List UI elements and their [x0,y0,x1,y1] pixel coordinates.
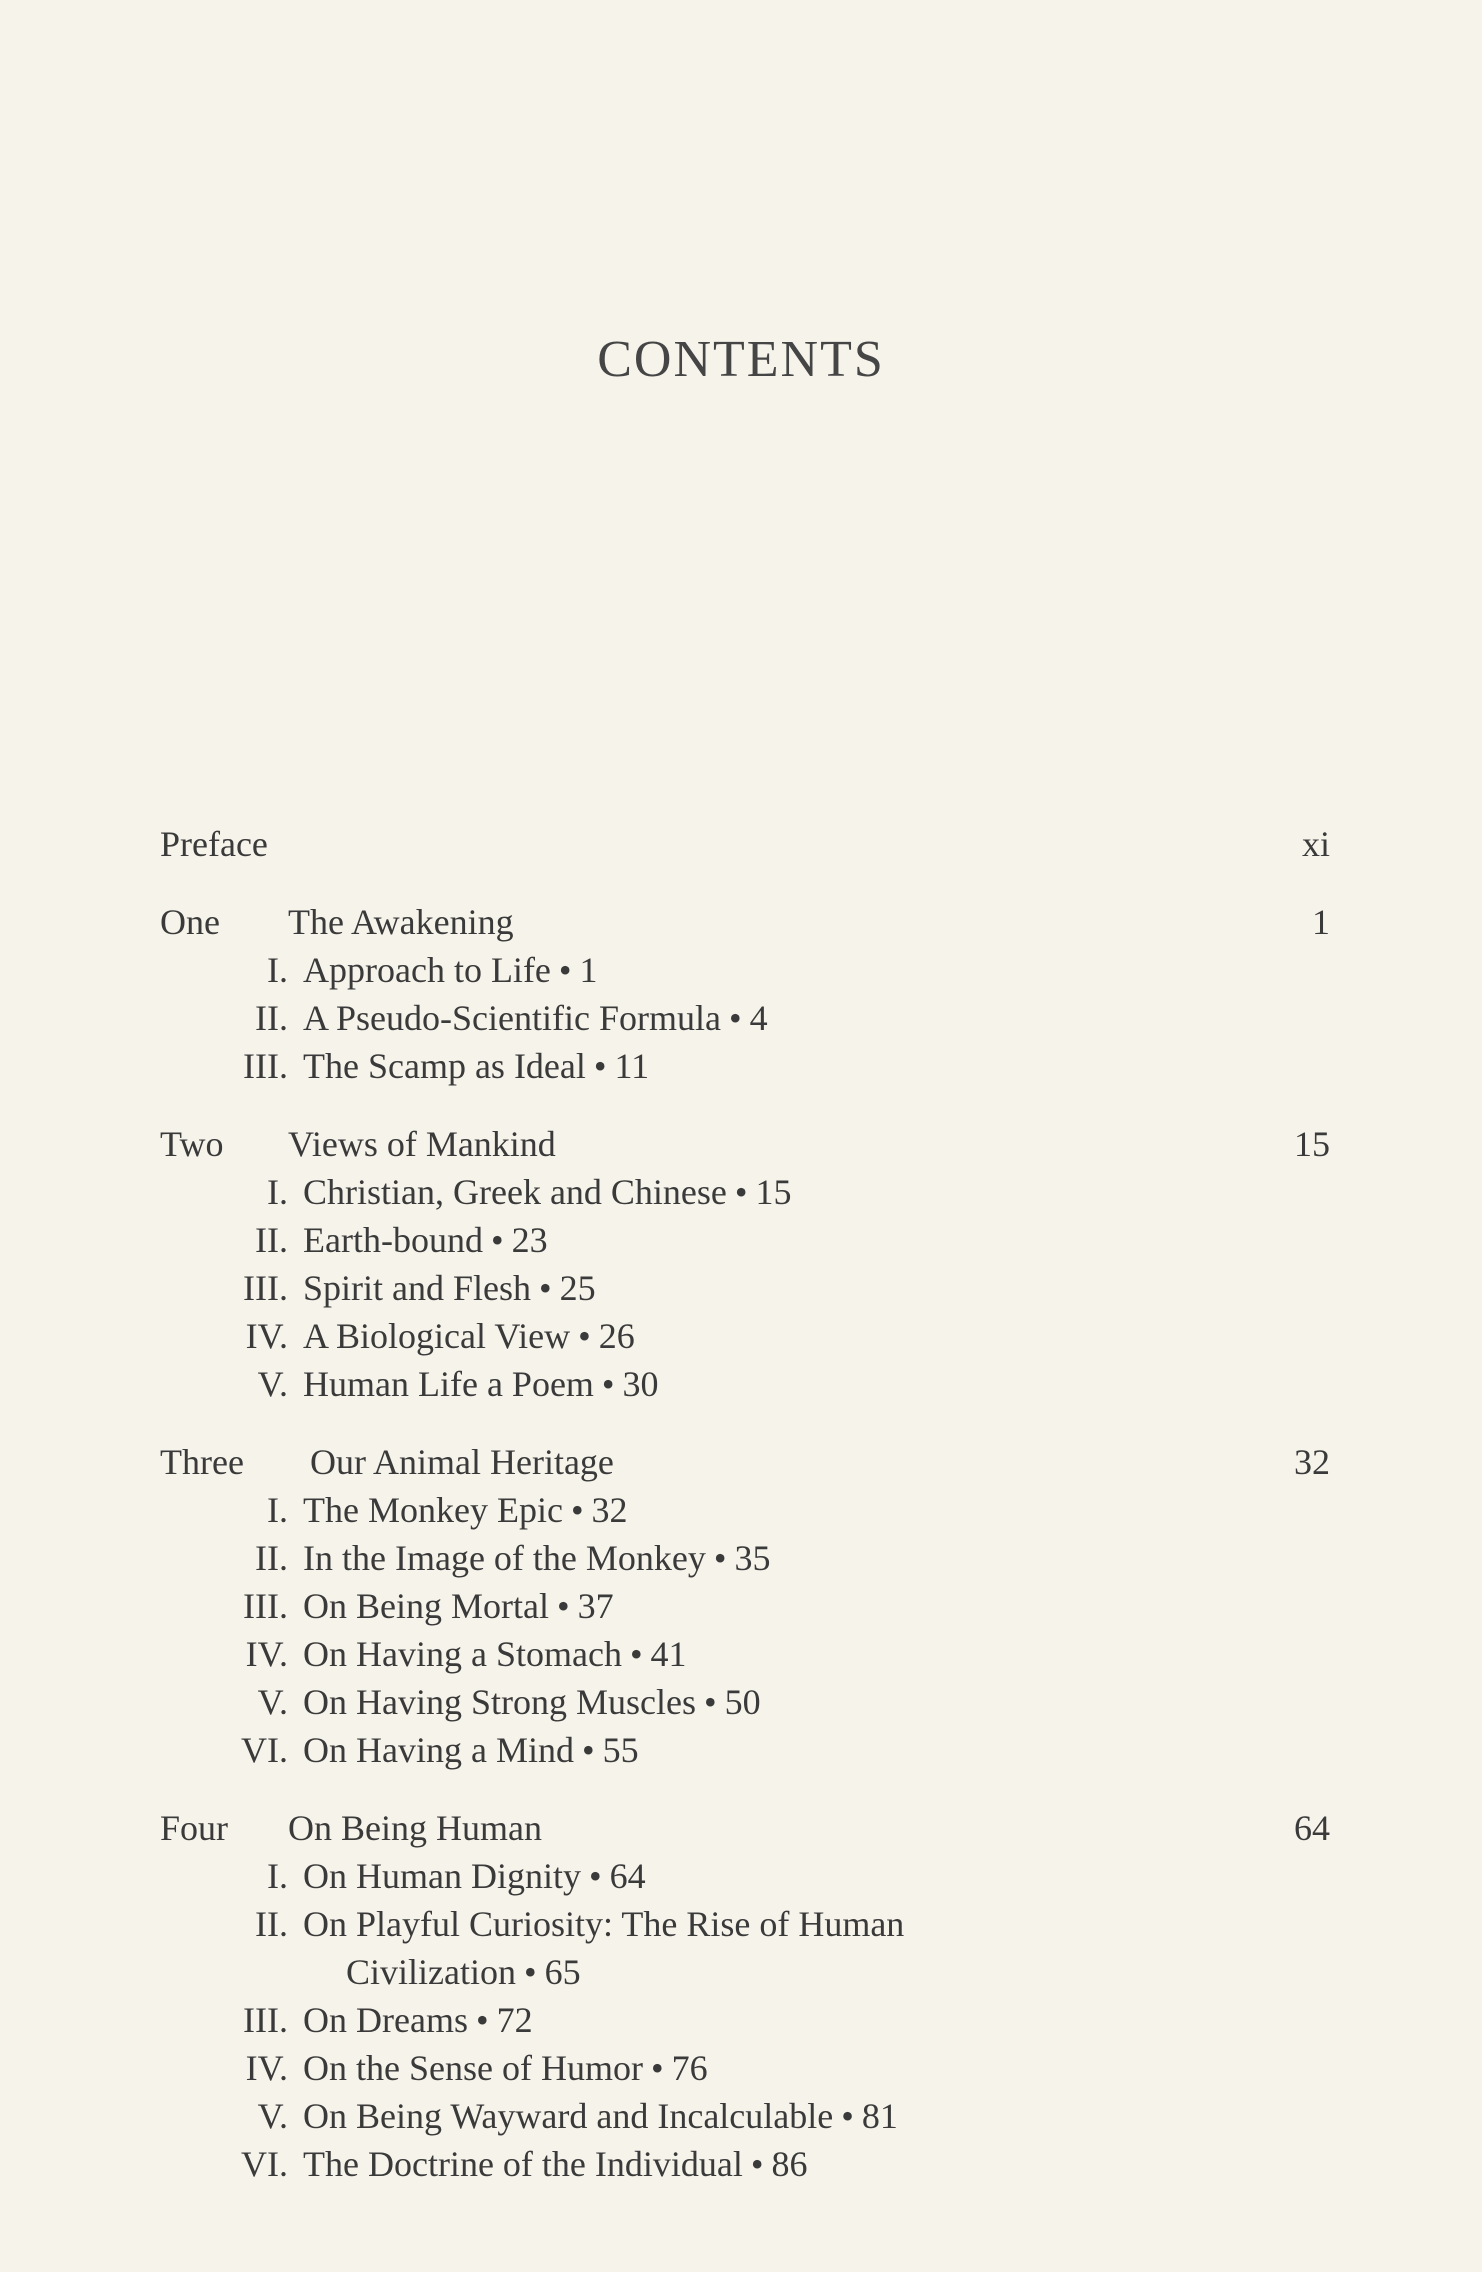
section-entry [160,1900,1330,1948]
section-title: On Human Dignity [303,1856,581,1896]
section-number: IV. [245,1634,288,1674]
section-title: In the Image of the Monkey [303,1538,706,1578]
section-page: 11 [614,1046,650,1086]
section-entry [160,2140,1330,2188]
section-title: The Monkey Epic [303,1490,563,1530]
chapter-number: Four [160,1808,229,1848]
section-page: 64 [609,1856,646,1896]
section-title-line [346,1948,581,1996]
section-entry [160,2044,1330,2092]
section-number: II. [255,1904,288,1944]
section-page: 76 [671,2048,708,2088]
section-entry [160,1216,1330,1264]
section-title: On Dreams [303,2000,468,2040]
section-number: VI. [241,1730,288,1770]
section-title: Earth-bound [303,1220,483,1260]
section-entry [160,1534,1330,1582]
section-title-line [303,1360,659,1408]
section-title-line [303,2092,898,2140]
bullet-separator: • [578,1316,591,1356]
section-page: 26 [598,1316,635,1356]
section-page: 65 [544,1952,581,1992]
section-title-line [303,1900,904,1948]
chapter-title: On Being Human [288,1808,542,1848]
section-number: III. [243,2000,288,2040]
section-entry [160,1264,1330,1312]
section-page: 72 [496,2000,533,2040]
preface-page: xi [1301,824,1330,864]
preface-entry [160,820,1330,868]
section-page: 86 [771,2144,808,2184]
section-title-line [303,1852,646,1900]
section-page: 15 [755,1172,792,1212]
chapter-page: 64 [1294,1808,1330,1848]
section-title: On Having a Mind [303,1730,574,1770]
section-number: III. [243,1046,288,1086]
chapter-page: 32 [1294,1442,1330,1482]
section-title-line [303,1630,687,1678]
chapter-number: Three [160,1442,244,1482]
section-title: On the Sense of Humor [303,2048,643,2088]
section-entry [160,1852,1330,1900]
section-number: V. [257,1364,288,1404]
chapter-heading [160,1804,542,1852]
section-title-line [303,1996,533,2044]
section-title-line [303,1264,596,1312]
bullet-separator: • [750,2144,764,2184]
section-page: 81 [861,2096,898,2136]
section-entry [160,946,1330,994]
section-number: III. [243,1268,288,1308]
section-title: The Scamp as Ideal [303,1046,586,1086]
bullet-separator: • [523,1952,537,1992]
section-title-line [303,1168,792,1216]
chapter-number: Two [160,1124,224,1164]
bullet-separator: • [556,1586,570,1626]
chapter-list [160,898,1330,2218]
section-title: On Being Wayward and Incalculable [303,2096,834,2136]
section-entry [160,1996,1330,2044]
section-title: On Being Mortal [303,1586,549,1626]
section-entry [160,1726,1330,1774]
bullet-separator: • [475,2000,489,2040]
page-title: CONTENTS [597,331,885,388]
section-number: I. [267,1856,288,1896]
bullet-separator: • [588,1856,602,1896]
section-page: 35 [734,1538,771,1578]
section-title-line [303,1534,770,1582]
section-number: VI. [241,2144,288,2184]
bullet-separator: • [629,1634,643,1674]
chapter-entry [160,1438,1330,1486]
section-title-line [303,1312,635,1360]
section-title-line [303,1678,761,1726]
bullet-separator: • [841,2096,854,2136]
section-page: 41 [650,1634,687,1674]
section-number: V. [257,1682,288,1722]
chapter-number: One [160,902,220,942]
section-page: 55 [602,1730,639,1770]
section-number: I. [267,950,288,990]
section-page: 50 [724,1682,761,1722]
chapter-entry [160,898,1330,946]
section-entry [160,1312,1330,1360]
section-page: 25 [559,1268,596,1308]
section-entry [160,2092,1330,2140]
section-title: On Playful Curiosity: The Rise of Human [303,1904,905,1944]
section-entry [160,1582,1330,1630]
table-of-contents [160,820,1330,2218]
section-page: 23 [511,1220,548,1260]
section-number: II. [255,998,288,1038]
preface-label: Preface [160,824,268,864]
section-number: IV. [245,2048,288,2088]
section-number: I. [267,1172,288,1212]
section-page: 30 [622,1364,659,1404]
chapter-heading [160,1438,614,1486]
chapter-heading [160,1120,556,1168]
chapter-entry [160,1804,1330,1852]
section-page: 37 [577,1586,614,1626]
section-title-line [303,946,598,994]
section-entry [160,994,1330,1042]
section-number: I. [267,1490,288,1530]
section-title-line [303,1582,614,1630]
section-title: Human Life a Poem [303,1364,594,1404]
section-title-line [303,1216,548,1264]
section-title-line [303,2044,708,2092]
bullet-separator: • [558,950,572,990]
bullet-separator: • [601,1364,615,1404]
chapter-entry [160,1120,1330,1168]
section-title-line [303,1486,628,1534]
section-page: 32 [591,1490,628,1530]
section-number: IV. [245,1316,288,1356]
section-number: III. [243,1586,288,1626]
section-page: 1 [579,950,598,990]
section-title-line [303,1042,649,1090]
section-entry [160,1630,1330,1678]
section-entry [160,1168,1330,1216]
bullet-separator: • [650,2048,664,2088]
section-title-continued: Civilization [346,1952,516,1992]
section-title: A Pseudo-Scientific Formula [303,998,721,1038]
section-title: The Doctrine of the Individual [303,2144,743,2184]
chapter-title: The Awakening [288,902,514,942]
bullet-separator: • [490,1220,504,1260]
section-entry [160,1360,1330,1408]
section-continuation [160,1948,1330,1996]
section-title: On Having a Stomach [303,1634,622,1674]
section-entry [160,1486,1330,1534]
chapter-title: Our Animal Heritage [310,1442,614,1482]
section-number: II. [255,1220,288,1260]
section-title-line [303,994,768,1042]
bullet-separator: • [703,1682,717,1722]
section-number: V. [257,2096,288,2136]
bullet-separator: • [734,1172,748,1212]
section-title: Approach to Life [303,950,551,990]
bullet-separator: • [581,1730,595,1770]
section-entry [160,1042,1330,1090]
section-title: Christian, Greek and Chinese [303,1172,727,1212]
section-number: II. [255,1538,288,1578]
bullet-separator: • [713,1538,727,1578]
chapter-title: Views of Mankind [288,1124,556,1164]
section-title-line [303,2140,807,2188]
chapter-heading [160,898,514,946]
section-title: On Having Strong Muscles [303,1682,696,1722]
bullet-separator: • [593,1046,607,1086]
section-entry [160,1678,1330,1726]
chapter-page: 1 [1312,902,1330,942]
bullet-separator: • [539,1268,552,1308]
section-title: A Biological View [303,1316,571,1356]
section-page: 4 [749,998,768,1038]
chapter-page: 15 [1294,1124,1330,1164]
bullet-separator: • [728,998,742,1038]
bullet-separator: • [570,1490,584,1530]
section-title-line [303,1726,639,1774]
section-title: Spirit and Flesh [303,1268,532,1308]
